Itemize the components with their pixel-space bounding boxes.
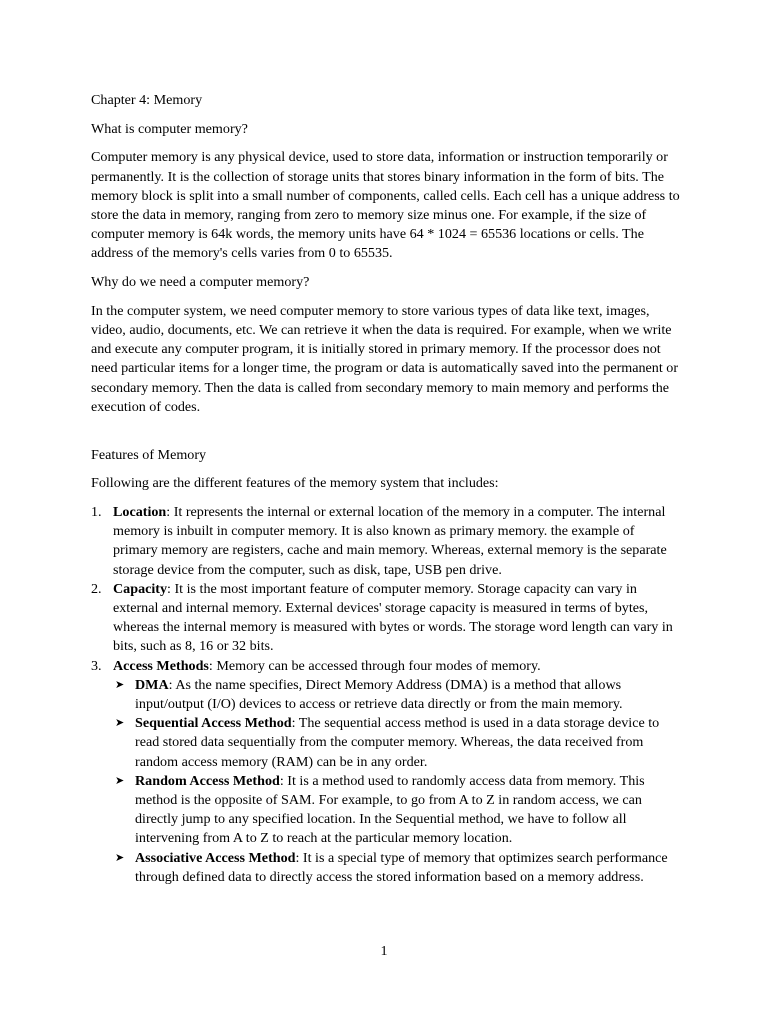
page-number: 1 bbox=[380, 943, 388, 959]
list-item bbox=[113, 676, 681, 714]
arrow-bullet-icon: ➤ bbox=[115, 774, 125, 787]
section-heading-features: Features of Memory bbox=[91, 446, 207, 463]
list-item bbox=[91, 580, 681, 657]
method-text: : The sequential access method is used in a data storage device to read stored data sequentially from the computer memory. Whereas, the data received from random access memory (RAM) can be in any order. bbox=[135, 715, 660, 770]
method-term: Associative Access Method bbox=[135, 849, 296, 866]
list-item bbox=[113, 714, 681, 772]
features-list bbox=[91, 503, 681, 887]
list-number: 2. bbox=[91, 580, 102, 597]
method-text: : It is a method used to randomly access data from memory. This method is the opposite of SAM. For example, to go from A to Z in random access, we can directly jump to any specified location. In the Sequential method, we have to follow all intervening from A to Z to reach at the particular memory location. bbox=[135, 772, 645, 847]
feature-term: Capacity bbox=[113, 580, 168, 597]
list-item bbox=[113, 772, 681, 849]
list-item bbox=[91, 503, 681, 580]
feature-text: : Memory can be accessed through four modes of memory. bbox=[208, 657, 541, 674]
feature-text: : It represents the internal or external location of the memory in a computer. The internal memory is inbuilt in computer memory. It is also known as primary memory. the example of primary memory are registers, cache and main memory. Whereas, external memory is the separate storage device from the computer, such as disk, tape, USB pen drive. bbox=[113, 503, 667, 578]
paragraph-what-is-memory: Computer memory is any physical device, used to store data, information or instruction temporarily or permanently. It is the collection of storage units that stores binary information in the form of bits. The memory block is split into a small number of components, called cells. Each cell has a unique address to store the data in memory, ranging from zero to memory size minus one. For example, if the size of computer memory is 64k words, the memory units have 64 * 1024 = 65536 locations or cells. The address of the memory's cells varies from 0 to 65535. bbox=[91, 149, 680, 262]
section-heading-why-need-memory: Why do we need a computer memory? bbox=[91, 274, 310, 291]
feature-text: : It is the most important feature of computer memory. Storage capacity can vary in external and internal memory. External devices' storage capacity is measured in terms of bytes, whereas the internal memory is measured with bytes or words. The storage word length can vary in bits, such as 8, 16 or 32 bits. bbox=[113, 580, 673, 655]
document-page bbox=[91, 91, 681, 887]
method-term: DMA bbox=[135, 676, 169, 693]
method-text: : It is a special type of memory that optimizes search performance through defined data to directly access the stored information based on a memory address. bbox=[135, 849, 668, 885]
method-term: Sequential Access Method bbox=[135, 715, 292, 732]
method-text: : As the name specifies, Direct Memory Address (DMA) is a method that allows input/output (I/O) devices to access or retrieve data directly or from the main memory. bbox=[135, 676, 623, 712]
method-term: Random Access Method bbox=[135, 772, 280, 789]
chapter-title: Chapter 4: Memory bbox=[91, 92, 203, 108]
list-item bbox=[113, 849, 681, 887]
list-number: 3. bbox=[91, 657, 102, 674]
feature-term: Access Methods bbox=[113, 657, 209, 674]
features-intro: Following are the different features of the memory system that includes: bbox=[91, 475, 499, 492]
section-heading-what-is-memory: What is computer memory? bbox=[91, 120, 248, 137]
list-item bbox=[91, 657, 681, 887]
arrow-bullet-icon: ➤ bbox=[115, 851, 125, 864]
arrow-bullet-icon: ➤ bbox=[115, 717, 125, 730]
blank-line bbox=[91, 427, 681, 446]
feature-term: Location bbox=[113, 503, 167, 520]
access-methods-list bbox=[113, 676, 681, 887]
paragraph-why-need-memory: In the computer system, we need computer memory to store various types of data like text, images, video, audio, documents, etc. We can retrieve it when the data is required. For example, when we write and execute any computer program, it is initially stored in primary memory. If the processor does not need particular items for a longer time, the program or data is automatically saved into the permanent or secondary memory. Then the data is called from secondary memory to main memory and performs the execution of codes. bbox=[91, 302, 679, 415]
list-number: 1. bbox=[91, 503, 102, 520]
arrow-bullet-icon: ➤ bbox=[115, 678, 125, 691]
